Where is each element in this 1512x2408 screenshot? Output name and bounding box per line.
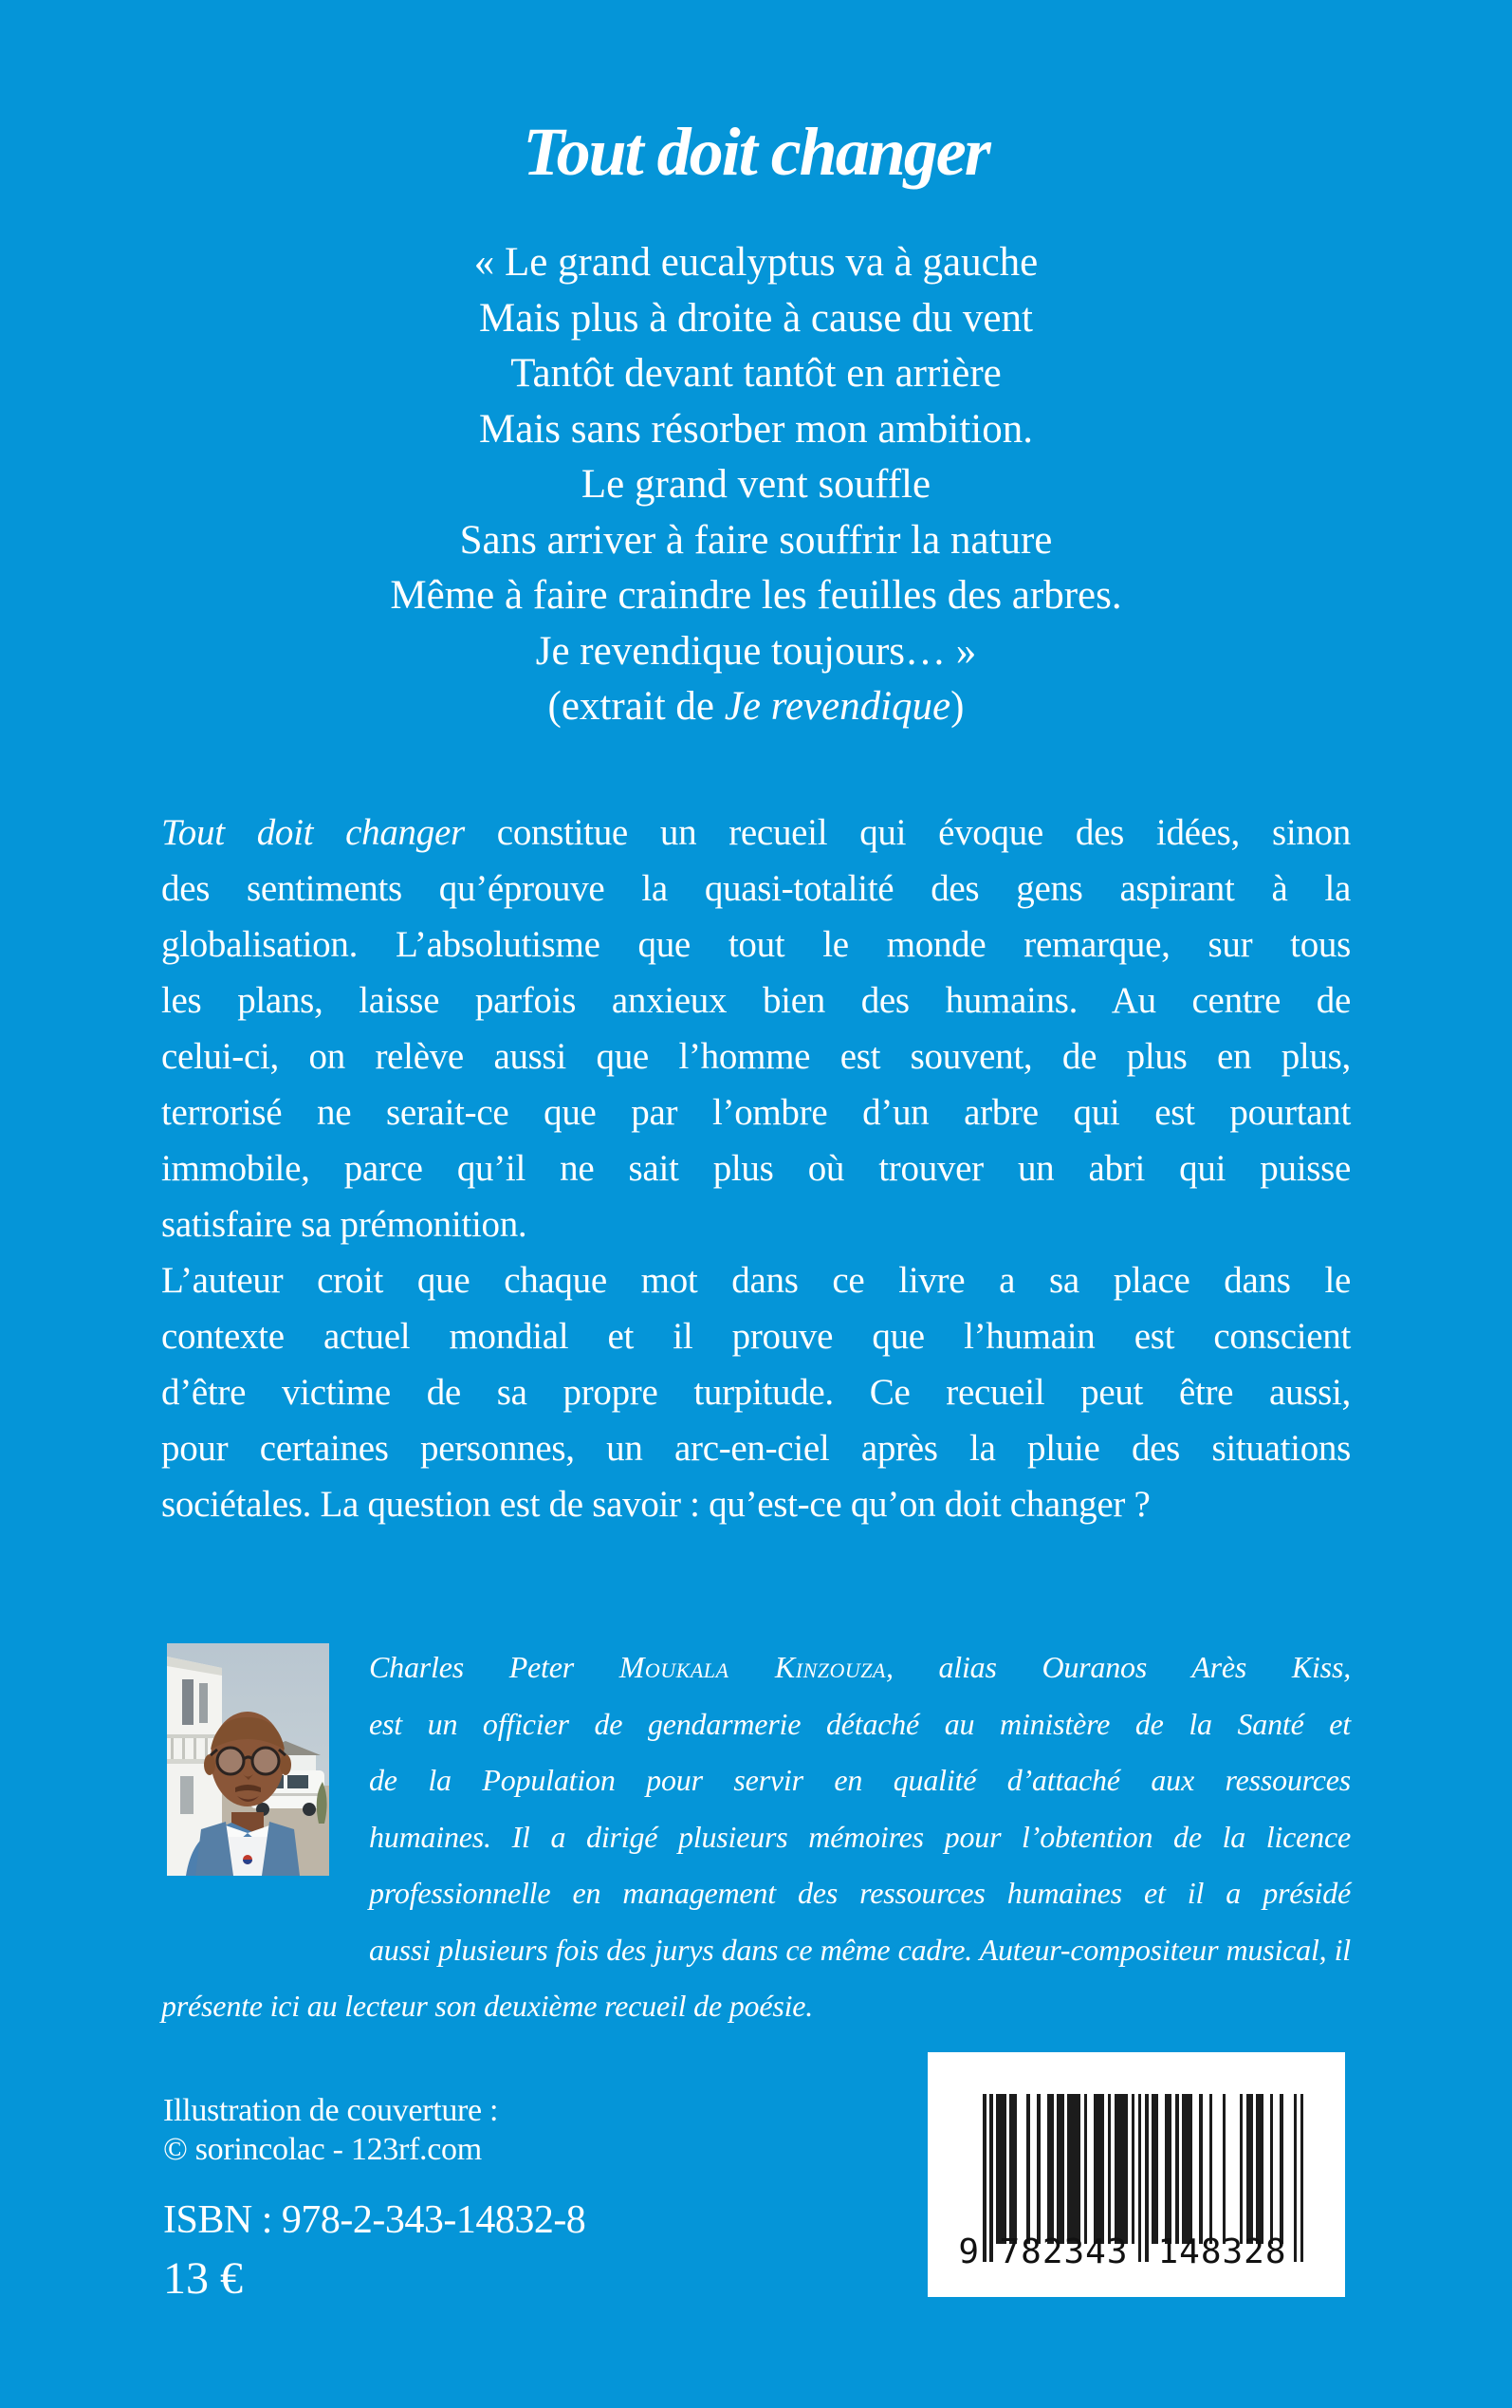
poem-line: Tantôt devant tantôt en arrière: [510, 351, 1002, 396]
synopsis-line: des sentiments qu’éprouve la quasi-totalité des gens aspirant à la: [161, 868, 1351, 909]
barcode-bar: [1050, 2094, 1054, 2244]
illustration-credit-block: [163, 2091, 498, 2169]
poem-line: (extrait de Je revendique): [547, 684, 965, 729]
barcode-bar: [1037, 2094, 1041, 2244]
barcode-bar: [1280, 2094, 1283, 2244]
synopsis-line: contexte actuel mondial et il prouve que l’humain est conscient: [161, 1316, 1351, 1357]
barcode-bar: [1026, 2094, 1030, 2244]
bio-line: humaines. Il a dirigé plusieurs mémoires pour l’obtention de la licence: [369, 1819, 1351, 1854]
bio-line: aussi plusieurs fois des jurys dans ce même cadre. Auteur-compositeur musical, il: [369, 1932, 1351, 1967]
author-bio: [161, 1639, 1351, 2035]
isbn: ISBN : 978-2-343-14832-8: [163, 2198, 586, 2242]
illustration-credit-label: Illustration de couverture :: [163, 2093, 499, 2128]
synopsis-line: Tout doit changer constitue un recueil qui évoque des idées, sinon: [161, 812, 1351, 853]
barcode-bar: [1189, 2094, 1192, 2244]
poem-excerpt: [0, 235, 1512, 735]
barcode-bar: [1132, 2094, 1135, 2244]
barcode-bar: [1078, 2094, 1081, 2244]
barcode-digit-lead: 9: [958, 2232, 979, 2271]
barcode-bar: [1209, 2094, 1213, 2244]
book-title: Tout doit changer: [523, 114, 989, 190]
poem-line: Mais plus à droite à cause du vent: [479, 295, 1033, 341]
barcode-bar: [1199, 2094, 1203, 2244]
synopsis-line: pour certaines personnes, un arc-en-ciel après la pluie des situations: [161, 1428, 1351, 1469]
barcode: [928, 2052, 1345, 2297]
synopsis-line: d’être victime de sa propre turpitude. Ce recueil peut être aussi,: [161, 1372, 1351, 1413]
barcode-digit-right-group: 148328: [1157, 2232, 1287, 2271]
bio-line: présente ici au lecteur son deuxième recueil de poésie.: [161, 1989, 814, 2023]
barcode-bar: [1155, 2094, 1159, 2244]
author-photo: [167, 1643, 329, 1876]
bio-text: [161, 1639, 1351, 2035]
synopsis: [161, 805, 1351, 1532]
barcode-bar: [1084, 2094, 1088, 2244]
barcode-bar: [1003, 2094, 1006, 2244]
barcode-bar: [1169, 2094, 1172, 2244]
synopsis-line: terrorisé ne serait-ce que par l’ombre d’un arbre qui est pourtant: [161, 1092, 1351, 1133]
poem-line: Je revendique toujours… »: [535, 628, 977, 674]
barcode-bar: [1223, 2094, 1226, 2244]
poem-line: « Le grand eucalyptus va à gauche: [473, 240, 1039, 285]
barcode-bar: [1013, 2094, 1017, 2244]
barcode-bar: [1260, 2094, 1263, 2244]
poem-line: Le grand vent souffle: [581, 462, 931, 507]
illustration-credit: © sorincolac - 123rf.com: [163, 2132, 482, 2167]
synopsis-line: celui-ci, on relève aussi que l’homme est souvent, de plus en plus,: [161, 1036, 1351, 1077]
barcode-bar: [1125, 2094, 1129, 2244]
barcode-bar: [1270, 2094, 1274, 2244]
barcode-bar: [1175, 2094, 1179, 2244]
poem-line: Sans arriver à faire souffrir la nature: [459, 517, 1053, 563]
barcode-bar: [1240, 2094, 1244, 2244]
poem-line: Mais sans résorber mon ambition.: [479, 406, 1033, 452]
synopsis-line: les plans, laisse parfois anxieux bien des humains. Au centre de: [161, 980, 1351, 1021]
price: 13 €: [163, 2253, 243, 2304]
barcode-bar: [1060, 2094, 1064, 2244]
bio-line: est un officier de gendarmerie détaché au ministère de la Santé et: [369, 1706, 1351, 1741]
barcode-bar: [1249, 2094, 1253, 2244]
synopsis-line: satisfaire sa prémonition.: [161, 1204, 527, 1245]
synopsis-line: immobile, parce qu’il ne sait plus où trouver un abri qui puisse: [161, 1148, 1351, 1189]
synopsis-line: sociétales. La question est de savoir : qu’est-ce qu’on doit changer ?: [161, 1484, 1151, 1525]
barcode-digits: [928, 2232, 1345, 2270]
barcode-bar: [1101, 2094, 1105, 2244]
poem-line: Même à faire craindre les feuilles des arbres.: [390, 573, 1122, 618]
barcode-bar: [1108, 2094, 1112, 2244]
bio-line: Charles Peter Moukala Kinzouza, alias Ouranos Arès Kiss,: [369, 1650, 1351, 1684]
synopsis-line: L’auteur croit que chaque mot dans ce livre a sa place dans le: [161, 1260, 1351, 1301]
bio-line: de la Population pour servir en qualité d’attaché aux ressources: [369, 1763, 1351, 1797]
barcode-digit-left-group: 782343: [999, 2232, 1129, 2271]
synopsis-line: globalisation. L’absolutisme que tout le monde remarque, sur tous: [161, 924, 1351, 965]
bio-line: professionnelle en management des ressources humaines et il a présidé: [369, 1876, 1351, 1910]
